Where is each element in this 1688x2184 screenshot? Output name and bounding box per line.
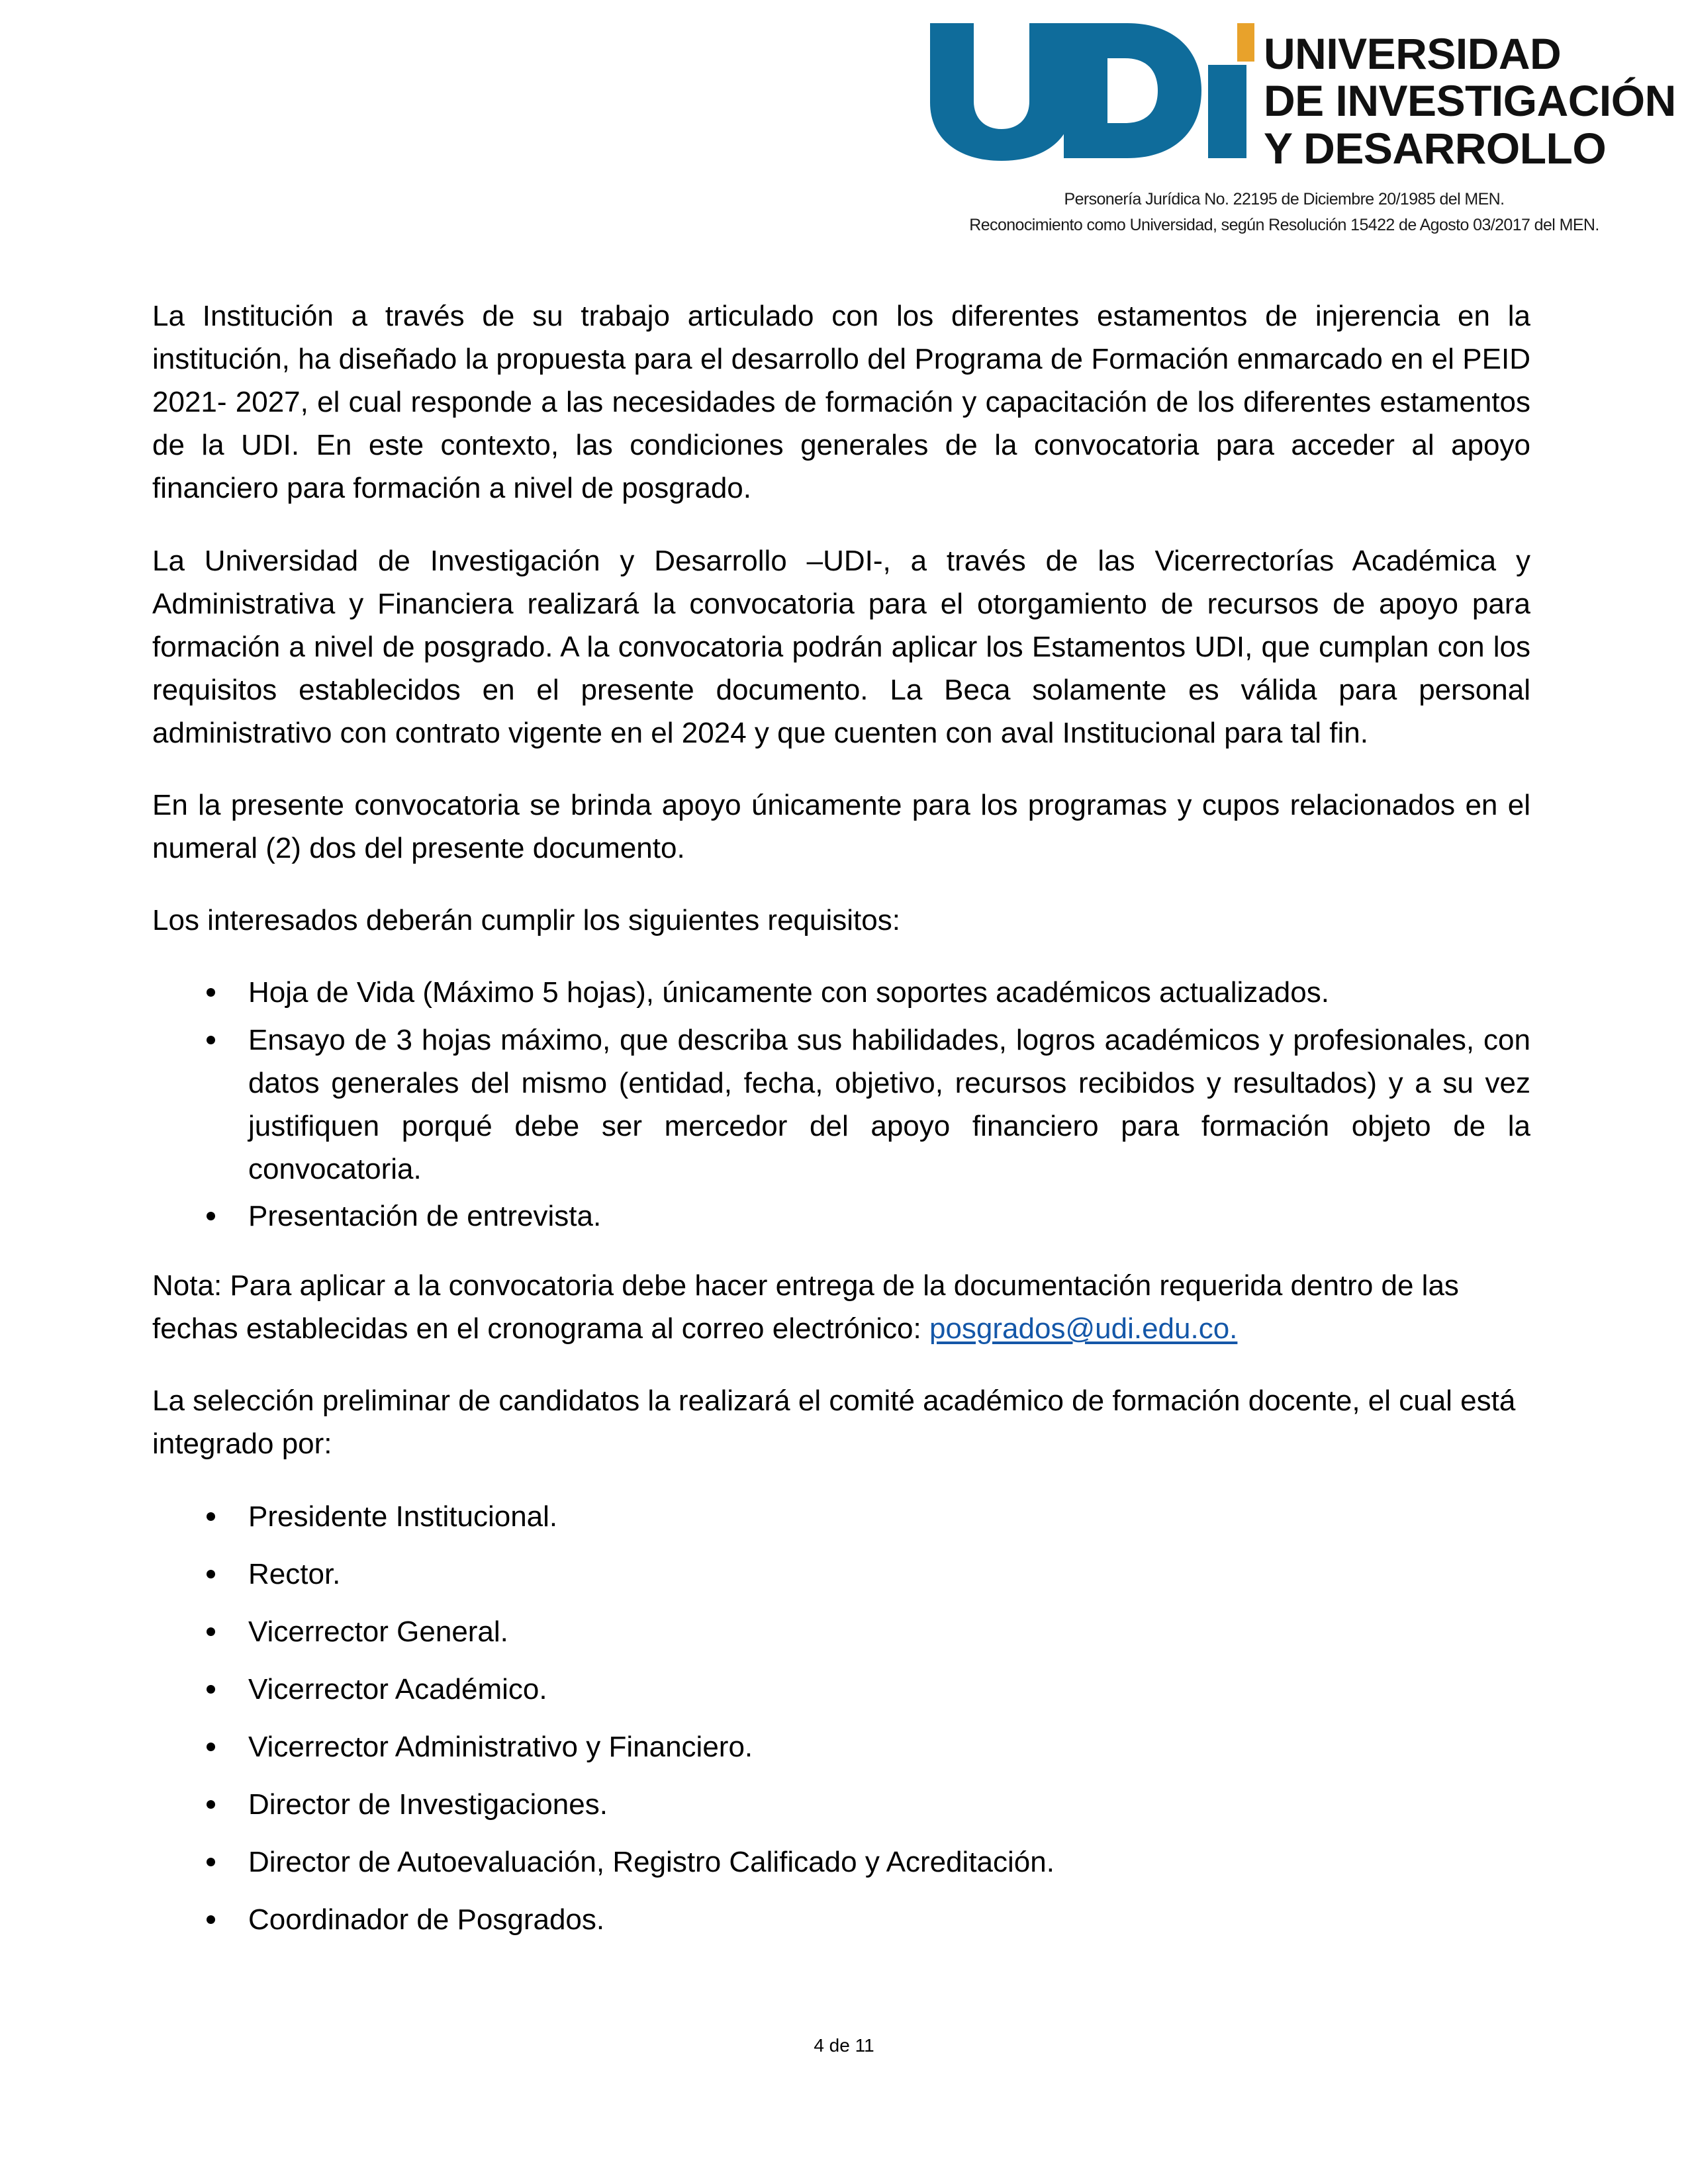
list-item: Director de Autoevaluación, Registro Calificado y Acreditación. <box>152 1841 1530 1884</box>
list-item: Director de Investigaciones. <box>152 1783 1530 1826</box>
university-name <box>1264 20 1676 172</box>
list-item: Vicerrector Administrativo y Financiero. <box>152 1725 1530 1768</box>
logo-row <box>923 20 1676 173</box>
list-item: Presentación de entrevista. <box>152 1195 1530 1238</box>
paragraph-convocatoria: En la presente convocatoria se brinda apoyo únicamente para los programas y cupos relacionados en el numeral (2) dos del presente documento. <box>152 789 1530 865</box>
paragraph-universidad: La Universidad de Investigación y Desarrollo –UDI-, a través de las Vicerrectorías Académica y Administrativa y Financiera realizará la convocatoria para el otorgamiento de recursos de apoyo para formación a nivel de posgrado. A la convocatoria podrán aplicar los Estamentos UDI, que cumplan con los requisitos establecidos en el presente documento. La Beca solamente es válida para personal administrativo con contrato vigente en el 2024 y que cuenten con aval Institucional para tal fin. <box>152 544 1530 749</box>
page-header <box>0 13 1688 245</box>
list-item: Vicerrector Académico. <box>152 1668 1530 1711</box>
list-item: Vicerrector General. <box>152 1610 1530 1653</box>
paragraph-institucion: La Institución a través de su trabajo articulado con los diferentes estamentos de injerencia en la institución, ha diseñado la propuesta para el desarrollo del Programa de Formación enmarcado en el PEID 2021- 2027, el cual responde a las necesidades de formación y capacitación de los diferentes estamentos de la UDI. En este contexto, las condiciones generales de la convocatoria para acceder al apoyo financiero para formación a nivel de posgrado. <box>152 300 1530 505</box>
list-item: Hoja de Vida (Máximo 5 hojas), únicamente con soportes académicos actualizados. <box>152 971 1530 1014</box>
comite-list <box>152 1495 1530 1942</box>
nota-text: Nota: Para aplicar a la convocatoria debe hacer entrega de la documentación requerida dentro de las fechas establecidas en el cronograma al correo electrónico: <box>152 1269 1459 1345</box>
university-name-line-3: Y DESARROLLO <box>1264 123 1607 173</box>
page-number: 4 de 11 <box>814 2035 874 2056</box>
page-footer <box>0 2035 1688 2056</box>
list-item: Rector. <box>152 1553 1530 1596</box>
legal-recognition-text <box>923 187 1645 238</box>
paragraph-seleccion: La selección preliminar de candidatos la realizará el comité académico de formación docente, el cual está integrado por: <box>152 1385 1516 1461</box>
legal-line-1: Personería Jurídica No. 22195 de Diciembre 20/1985 del MEN. <box>1064 189 1505 208</box>
document-body <box>152 295 1530 1968</box>
udi-logo-block <box>923 20 1676 238</box>
email-link[interactable]: posgrados@udi.edu.co. <box>929 1312 1238 1345</box>
legal-line-2: Reconocimiento como Universidad, según Resolución 15422 de Agosto 03/2017 del MEN. <box>969 215 1599 234</box>
paragraph-nota <box>152 1264 1530 1350</box>
udi-wordmark-icon <box>923 20 1254 162</box>
list-item: Coordinador de Posgrados. <box>152 1898 1530 1941</box>
list-item: Presidente Institucional. <box>152 1495 1530 1538</box>
university-name-line-1: UNIVERSIDAD <box>1264 29 1562 78</box>
paragraph-requisitos-intro: Los interesados deberán cumplir los siguientes requisitos: <box>152 904 900 937</box>
university-name-line-2: DE INVESTIGACIÓN <box>1264 76 1676 126</box>
requisitos-list <box>152 971 1530 1238</box>
list-item: Ensayo de 3 hojas máximo, que describa sus habilidades, logros académicos y profesionales, con datos generales del mismo (entidad, fecha, objetivo, recursos recibidos y resultados) y a su vez justifiquen porqué debe ser mercedor del apoyo financiero para formación objeto de la convocatoria. <box>152 1019 1530 1191</box>
